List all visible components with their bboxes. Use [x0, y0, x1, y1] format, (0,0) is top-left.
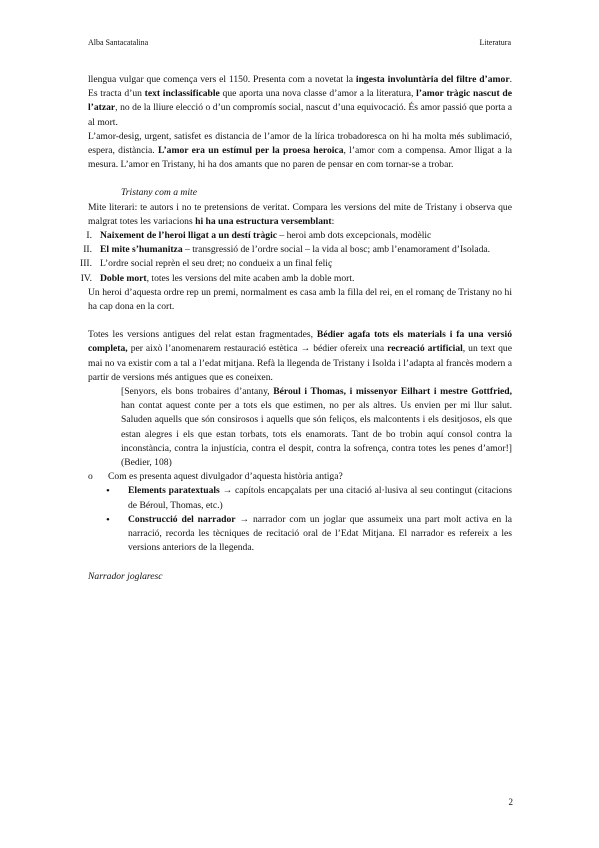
paragraph: Un heroi d’aquesta ordre rep un premi, normalment es casa amb la filla del rei, en el romanç de Tristany no hi ha cap dona en la cort. [88, 286, 512, 313]
header-subject: Literatura [479, 38, 511, 47]
section-heading: Narrador joglaresc [88, 570, 163, 582]
paragraph: Totes les versions antigues del relat estan fragmentades, Bédier agafa tots els materials i fa una versió completa, per això l’anomenarem restauració estètica → bédier ofereix una recreació artificial, un text que mai no va existir com a tal a l’edat mitjana. Refà la llegenda de Tristany i Isolda i l’adapta al francès modern a partir de versions més antigues que es coneixen. [88, 329, 512, 383]
paragraph: L’amor-desig, urgent, satisfet es distancia de l’amor de la lírica trobadoresca on hi ha molta més sublimació, espera, distància. L’amor era un estímul per la proesa heroica, l’amor com a compensa. Amor lligat a la mesura. L’amor en Tristany, hi ha dos amants que no paren de pensar en com tornar-se a trobar. [88, 130, 513, 171]
list-item: • Construcció del narrador → narrador com un joglar que assumeix una part molt activa en la narració, recorda les tècniques de recitació oral de l’Edat Mitjana. El narrador es refereix a les versions anteriors de la llegenda. [106, 513, 512, 556]
paragraph: Mite literari: te autors i no te pretensions de veritat. Compara les versions del mite de Tristany i observa que malgrat totes les variacions hi ha una estructura versemblant: [88, 201, 512, 227]
list-item: I. Naixement de l’heroi lligat a un destí tràgic – heroi amb dots excepcionals, modèlic [86, 230, 432, 242]
page-header [88, 38, 511, 47]
page-number: 2 [508, 797, 513, 807]
bullet-icon: • [106, 485, 110, 498]
list-item: III. L’ordre social reprèn el seu dret; no condueix a un final feliç [80, 258, 333, 270]
sub-question: o Com es presenta aquest divulgador d’aquesta història antiga? [88, 470, 512, 484]
list-item: IV. Doble mort, totes les versions del mite acaben amb la doble mort. [80, 272, 355, 284]
list-item: II. El mite s’humanitza – transgressió de l’ordre social – la vida al bosc; amb l’enamorament d’Isolada. [83, 244, 491, 256]
page-content [80, 73, 513, 584]
block-quote: [Senyors, els bons trobaires d’antany, Béroul i Thomas, i missenyor Eilhart i mestre Gottfried, han contat aquest conte per a tots els que estimen, no per als altres. Us envien per mi llur salut. Saluden aquells que són consirosos i aquells que són feliços, els malcontents i els desitjosos, els que estan alegres i els que estan torbats, tots els enamorats. Tant de bo trobin aquí consol contra la inconstància, contra la injustícia, contra el despit, contra la sofrença, contra totes les penes d’amor!] (Bedier, 108) [121, 386, 512, 469]
list-item: • Elements paratextuals → capítols encapçalats per una citació al·lusiva al seu contingut (citacions de Béroul, Thomas, etc.) [106, 484, 512, 512]
paragraph: llengua vulgar que comença vers el 1150. Presenta com a novetat la ingesta involuntària del filtre d’amor. Es tracta d’un text inclassificable que aporta una nova classe d’amor a la literatura, l’amor tràgic nascut de l’atzar, no de la lliure elecció o d’un compromís social, nascut d’una equivocació. És amor passió que porta a al mort. [88, 74, 513, 128]
circle-bullet-icon: o [88, 471, 93, 483]
section-heading: Tristany com a mite [121, 187, 197, 199]
bullet-icon: • [106, 513, 110, 526]
header-author: Alba Santacatalina [88, 38, 149, 47]
